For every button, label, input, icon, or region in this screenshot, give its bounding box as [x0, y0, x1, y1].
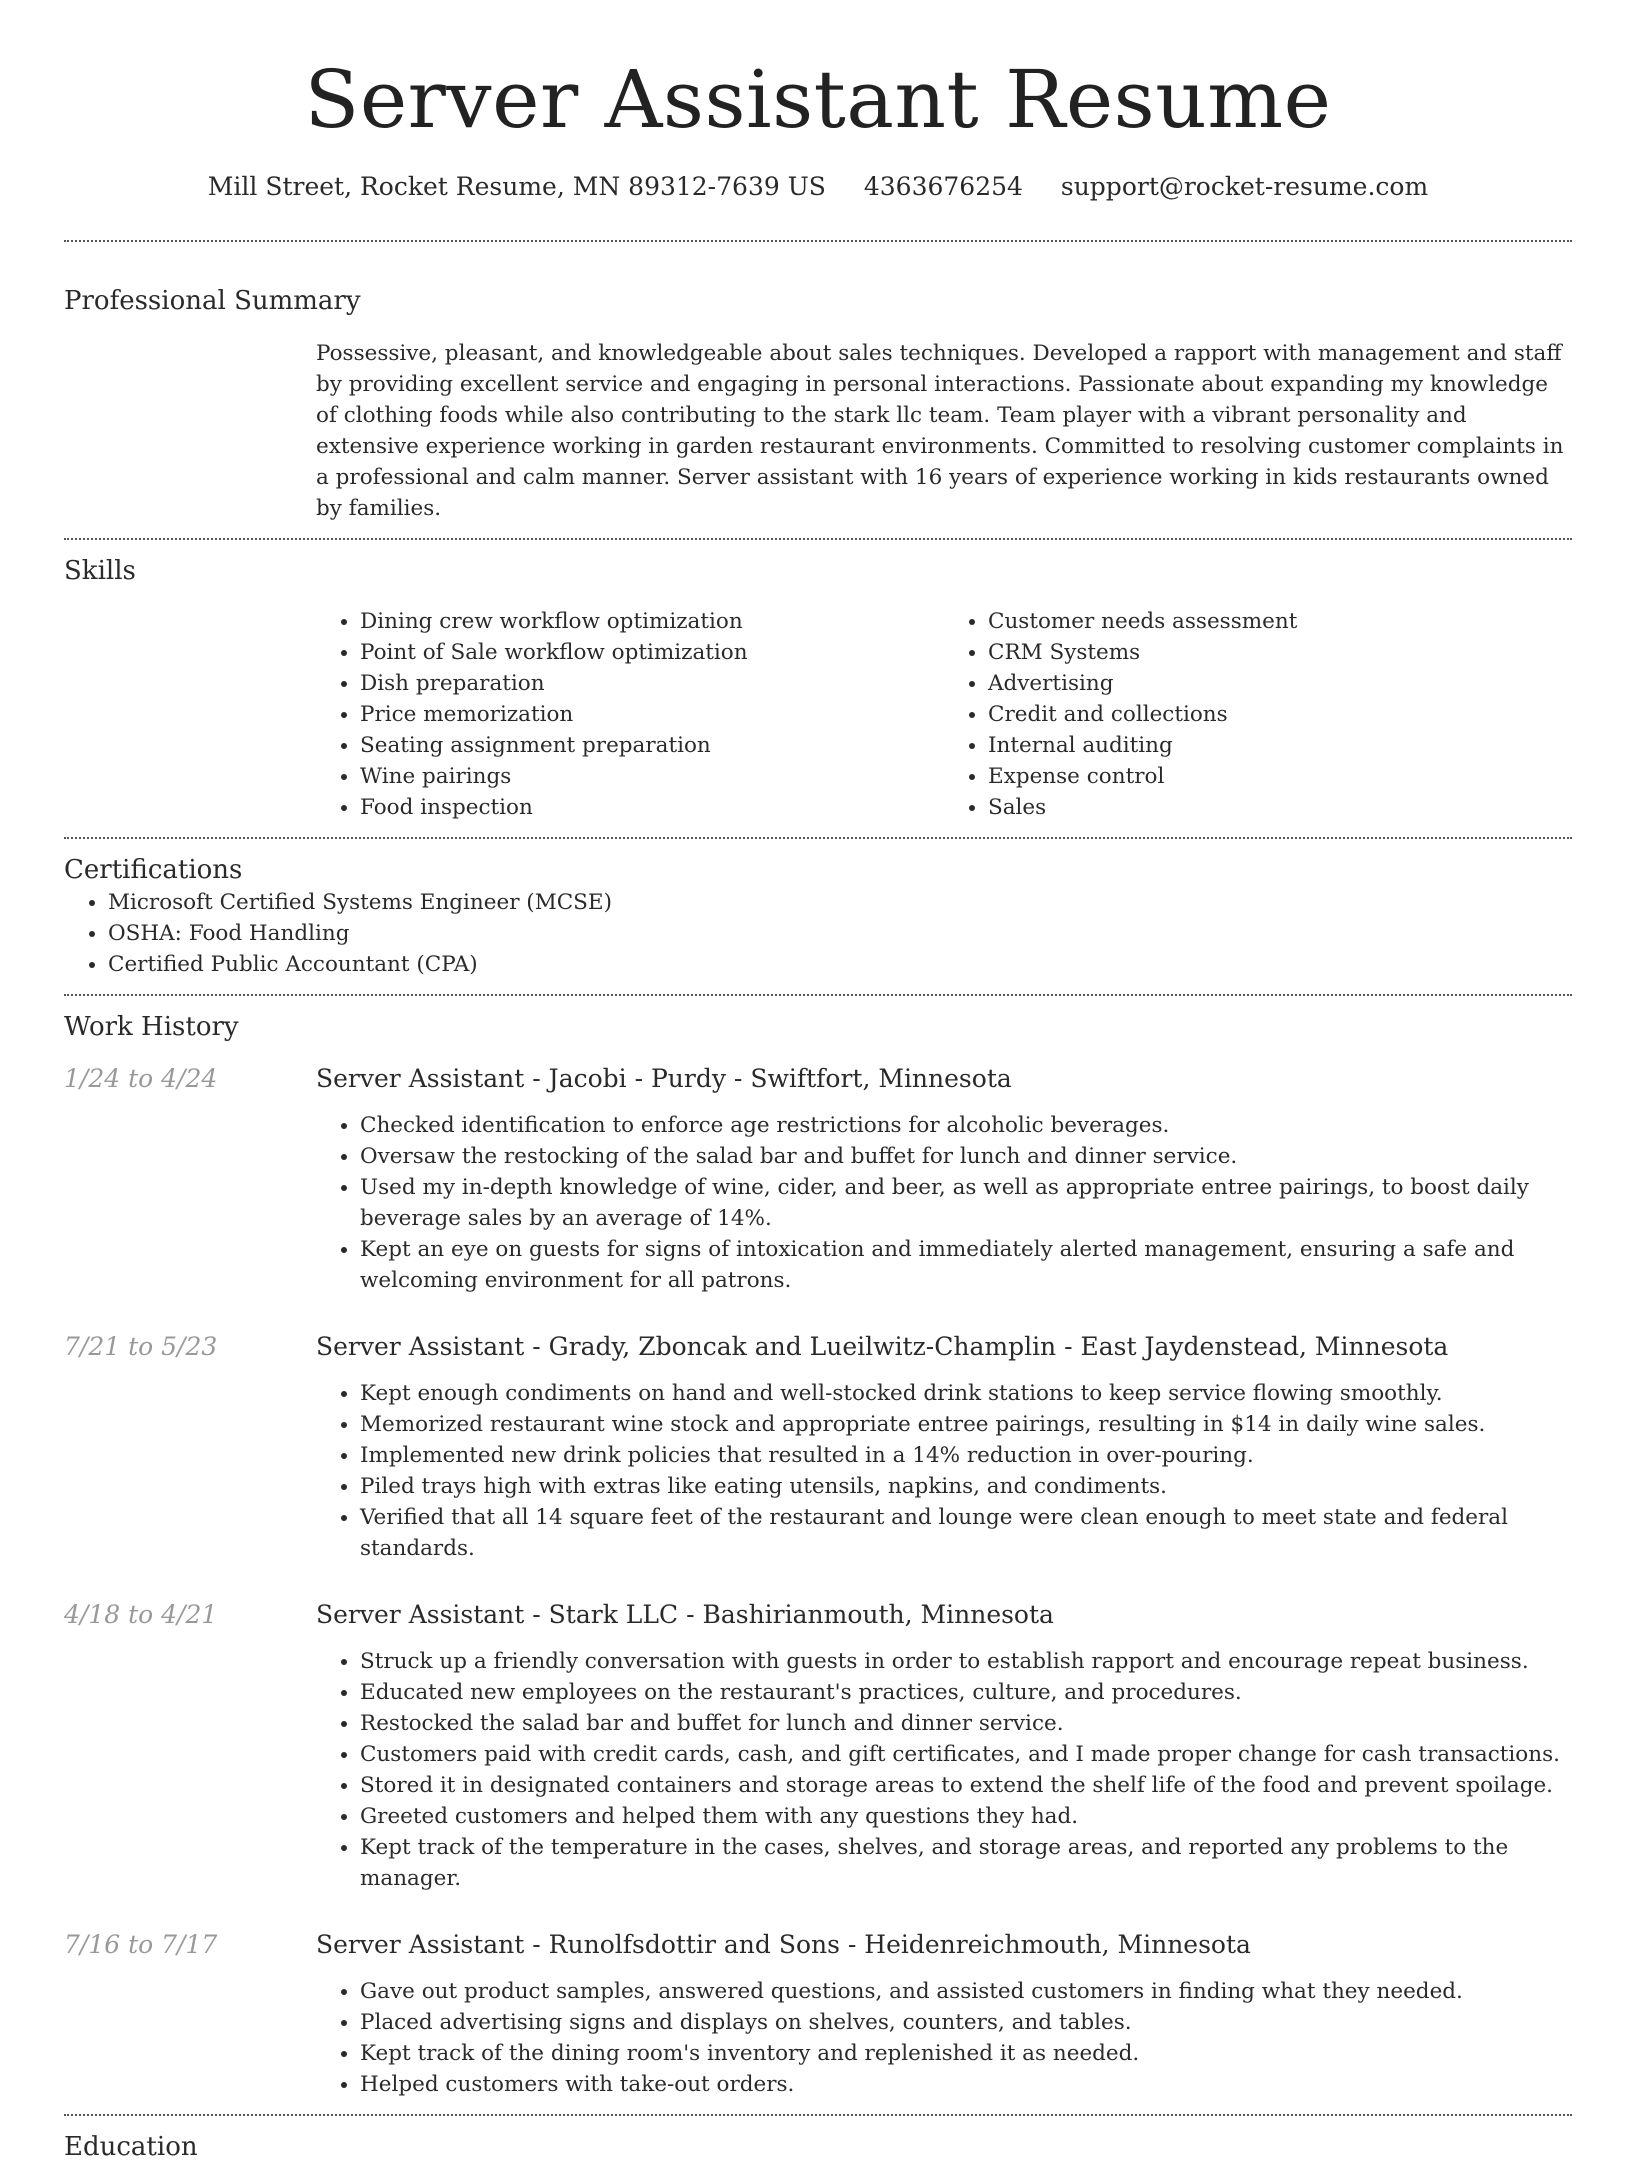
job-bullet: • Used my in-depth knowledge of wine, cider, and beer, as well as appropriate entree pairings, to boost daily beverage sales by an average of 14%. — [360, 1172, 1572, 1234]
job-bullets — [316, 1646, 1572, 1894]
job-details — [316, 1062, 1572, 1296]
certification-item: • OSHA: Food Handling — [108, 918, 1572, 949]
job-dates: 7/21 to 5/23 — [64, 1332, 218, 1361]
job-bullet: • Kept enough condiments on hand and well-stocked drink stations to keep service flowing smoothly. — [360, 1378, 1572, 1409]
contact-line — [64, 170, 1572, 204]
job-bullet: • Kept track of the dining room's inventory and replenished it as needed. — [360, 2038, 1572, 2069]
skill-item: • Advertising — [988, 668, 1572, 699]
skills-section — [64, 540, 1572, 837]
job-bullets — [316, 1976, 1572, 2100]
skill-item: • Customer needs assessment — [988, 606, 1572, 637]
skill-item: • Wine pairings — [360, 761, 944, 792]
job-title: Server Assistant - Jacobi - Purdy - Swiftfort, Minnesota — [316, 1064, 1012, 1093]
certification-item: • Certified Public Accountant (CPA) — [108, 949, 1572, 980]
job-details — [316, 1330, 1572, 1564]
skill-item: • Seating assignment preparation — [360, 730, 944, 761]
skills-grid — [316, 606, 1572, 823]
summary-text: Possessive, pleasant, and knowledgeable about sales techniques. Developed a rapport with management and staff by providing excellent service and engaging in personal interactions. Passionate about expanding my knowledge of clothing foods while also contributing to the stark llc team. Team player with a vibrant personality and extensive experience working in garden restaurant environments. Committed to resolving customer complaints in a professional and calm manner. Server assistant with 16 years of experience working in kids restaurants owned by families. — [316, 341, 1564, 521]
job-bullet: • Verified that all 14 square feet of the restaurant and lounge were clean enough to meet state and federal standards. — [360, 1502, 1572, 1564]
job-bullet: • Greeted customers and helped them with any questions they had. — [360, 1801, 1572, 1832]
skill-item: • Credit and collections — [988, 699, 1572, 730]
contact-email: support@rocket-resume.com — [1060, 172, 1429, 201]
job-entry — [64, 1598, 1572, 1894]
job-dates: 4/18 to 4/21 — [64, 1600, 218, 1629]
work-history-section — [64, 996, 1572, 2114]
work-history-heading: Work History — [64, 1012, 239, 1042]
summary-section — [64, 242, 1572, 538]
job-title: Server Assistant - Grady, Zboncak and Lueilwitz-Champlin - East Jaydenstead, Minnesota — [316, 1332, 1449, 1361]
skill-item: • Expense control — [988, 761, 1572, 792]
job-bullet: • Kept track of the temperature in the cases, shelves, and storage areas, and reported any problems to the manager. — [360, 1832, 1572, 1894]
skill-item: • Sales — [988, 792, 1572, 823]
skill-item: • Internal auditing — [988, 730, 1572, 761]
contact-phone: 4363676254 — [863, 172, 1023, 201]
job-bullet: • Customers paid with credit cards, cash, and gift certificates, and I made proper change for cash transactions. — [360, 1739, 1572, 1770]
resume-page — [64, 0, 1572, 2164]
job-bullets — [316, 1378, 1572, 1564]
summary-heading: Professional Summary — [64, 286, 361, 316]
certification-item: • Microsoft Certified Systems Engineer (MCSE) — [108, 887, 1572, 918]
job-entry — [64, 1330, 1572, 1564]
job-dates: 7/16 to 7/17 — [64, 1930, 218, 1959]
job-bullet: • Struck up a friendly conversation with guests in order to establish rapport and encourage repeat business. — [360, 1646, 1572, 1677]
education-heading: Education — [64, 2132, 198, 2162]
job-bullet: • Restocked the salad bar and buffet for lunch and dinner service. — [360, 1708, 1572, 1739]
skill-item: • Food inspection — [360, 792, 944, 823]
certifications-heading: Certifications — [64, 855, 243, 885]
job-entry — [64, 1928, 1572, 2100]
job-bullet: • Stored it in designated containers and storage areas to extend the shelf life of the food and prevent spoilage. — [360, 1770, 1572, 1801]
job-title: Server Assistant - Runolfsdottir and Sons - Heidenreichmouth, Minnesota — [316, 1930, 1251, 1959]
education-section — [64, 2116, 1572, 2164]
resume-title: Server Assistant Resume — [304, 53, 1332, 146]
job-bullet: • Memorized restaurant wine stock and appropriate entree pairings, resulting in $14 in daily wine sales. — [360, 1409, 1572, 1440]
job-details — [316, 1928, 1572, 2100]
job-entry — [64, 1062, 1572, 1296]
job-bullet: • Piled trays high with extras like eating utensils, napkins, and condiments. — [360, 1471, 1572, 1502]
certifications-list — [64, 887, 1572, 980]
job-bullet: • Placed advertising signs and displays on shelves, counters, and tables. — [360, 2007, 1572, 2038]
job-bullets — [316, 1110, 1572, 1296]
job-bullet: • Oversaw the restocking of the salad bar and buffet for lunch and dinner service. — [360, 1141, 1572, 1172]
job-bullet: • Checked identification to enforce age restrictions for alcoholic beverages. — [360, 1110, 1572, 1141]
skill-item: • Dining crew workflow optimization — [360, 606, 944, 637]
skills-list-right — [944, 606, 1572, 823]
skills-heading: Skills — [64, 556, 136, 586]
job-dates: 1/24 to 4/24 — [64, 1064, 218, 1093]
contact-address: Mill Street, Rocket Resume, MN 89312-7639 US — [207, 172, 826, 201]
skill-item: • Dish preparation — [360, 668, 944, 699]
job-bullet: • Gave out product samples, answered questions, and assisted customers in finding what they needed. — [360, 1976, 1572, 2007]
certifications-section — [64, 839, 1572, 994]
job-bullet: • Educated new employees on the restaurant's practices, culture, and procedures. — [360, 1677, 1572, 1708]
skill-item: • Point of Sale workflow optimization — [360, 637, 944, 668]
job-title: Server Assistant - Stark LLC - Bashirianmouth, Minnesota — [316, 1600, 1054, 1629]
job-bullet: • Implemented new drink policies that resulted in a 14% reduction in over-pouring. — [360, 1440, 1572, 1471]
skills-list-left — [316, 606, 944, 823]
skill-item: • CRM Systems — [988, 637, 1572, 668]
skill-item: • Price memorization — [360, 699, 944, 730]
job-bullet: • Kept an eye on guests for signs of intoxication and immediately alerted management, ensuring a safe and welcoming environment for all patrons. — [360, 1234, 1572, 1296]
job-details — [316, 1598, 1572, 1894]
job-bullet: • Helped customers with take-out orders. — [360, 2069, 1572, 2100]
